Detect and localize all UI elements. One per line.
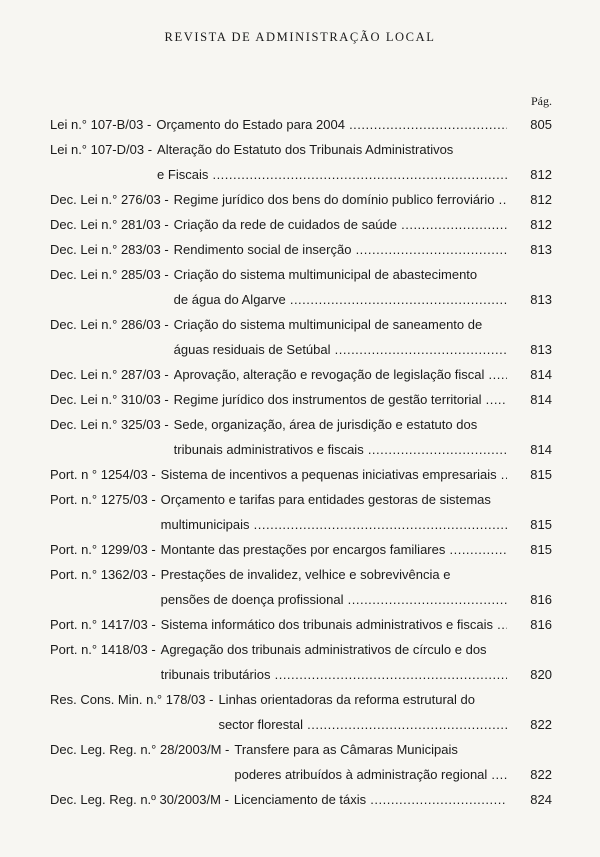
entry-reference: Dec. Lei n.° 310/03 -	[50, 392, 169, 407]
entry-line	[0, 537, 600, 562]
entry-title-text: multimunicipais .....	[161, 512, 507, 537]
entry-line	[0, 512, 600, 537]
entry-reference: Dec. Leg. Reg. n.º 30/2003/M -	[50, 792, 229, 807]
entry-line	[0, 137, 600, 162]
entry-title-text: Sede, organização, área de jurisdição e estatuto dos	[173, 417, 478, 432]
entry-line	[0, 362, 600, 387]
entry-reference: Port. n.° 1299/03 -	[50, 542, 156, 557]
toc-entry	[0, 262, 600, 312]
entry-title-text: Orçamento do Estado para 2004 .....	[156, 112, 507, 137]
entry-line	[0, 762, 600, 787]
toc-entry	[0, 362, 600, 387]
entry-reference: Dec. Lei n.° 276/03 -	[50, 192, 169, 207]
entry-title-text: pensões de doença profissional .....	[161, 587, 507, 612]
entry-line	[0, 187, 600, 212]
entry-title-text: Rendimento social de inserção .....	[174, 237, 507, 262]
toc-entry	[0, 562, 600, 612]
entry-title-text: e Fiscais .....	[157, 162, 507, 187]
entry-page-number: 813	[530, 292, 552, 307]
entry-title-text: Alteração do Estatuto dos Tribunais Administrativos	[157, 142, 454, 157]
toc-entry	[0, 787, 600, 812]
entry-reference: Port. n.° 1362/03 -	[50, 567, 156, 582]
entry-line	[0, 587, 600, 612]
toc-entry	[0, 112, 600, 137]
entry-page-number: 816	[530, 617, 552, 632]
entry-title-text: Regime jurídico dos instrumentos de gestão territorial .....	[174, 387, 507, 412]
entry-line	[0, 462, 600, 487]
entry-reference: Dec. Lei n.° 285/03 -	[50, 267, 169, 282]
page-column-label: Pág.	[531, 94, 552, 108]
entry-page-number: 815	[530, 542, 552, 557]
entry-title-text: Licenciamento de táxis .....	[234, 787, 507, 812]
entry-title-text: Sistema informático dos tribunais administrativos e fiscais .....	[161, 612, 507, 637]
entry-page-number: 822	[530, 717, 552, 732]
entry-line	[0, 637, 600, 662]
entry-line	[0, 562, 600, 587]
entry-page-number: 812	[530, 167, 552, 182]
entry-page-number: 805	[530, 117, 552, 132]
toc-entry	[0, 237, 600, 262]
entry-reference: Dec. Lei n.° 286/03 -	[50, 317, 169, 332]
entry-line	[0, 687, 600, 712]
entry-title-text: Orçamento e tarifas para entidades gestoras de sistemas	[160, 492, 491, 507]
entry-page-number: 814	[530, 392, 552, 407]
toc-entry	[0, 387, 600, 412]
toc-entry	[0, 212, 600, 237]
toc-entry	[0, 412, 600, 462]
toc-entry	[0, 462, 600, 487]
entry-line	[0, 262, 600, 287]
entry-reference: Dec. Lei n.° 283/03 -	[50, 242, 169, 257]
entry-reference: Dec. Leg. Reg. n.° 28/2003/M -	[50, 742, 230, 757]
entry-page-number: 812	[530, 192, 552, 207]
entry-title-text: Criação do sistema multimunicipal de abastecimento	[173, 267, 478, 282]
entry-page-number: 824	[530, 792, 552, 807]
entry-reference: Lei n.° 107-D/03 -	[50, 142, 153, 157]
entry-title-text: Montante das prestações por encargos familiares .....	[161, 537, 507, 562]
entry-page-number: 814	[530, 442, 552, 457]
entry-title-text: tribunais administrativos e fiscais .....	[174, 437, 507, 462]
entry-reference: Res. Cons. Min. n.° 178/03 -	[50, 692, 214, 707]
entry-title-text: tribunais tributários .....	[161, 662, 507, 687]
entry-page-number: 822	[530, 767, 552, 782]
entry-line	[0, 312, 600, 337]
entry-line	[0, 212, 600, 237]
toc-entry	[0, 137, 600, 187]
toc-entry	[0, 637, 600, 687]
toc-entry	[0, 612, 600, 637]
entry-title-text: Sistema de incentivos a pequenas iniciativas empresariais .....	[161, 462, 507, 487]
entry-title-text: Criação da rede de cuidados de saúde .....	[174, 212, 507, 237]
entry-title-text: sector florestal .....	[218, 712, 507, 737]
entry-title-text: Criação do sistema multimunicipal de saneamento de	[173, 317, 483, 332]
entry-reference: Port. n.° 1275/03 -	[50, 492, 156, 507]
entry-page-number: 813	[530, 342, 552, 357]
toc-entry	[0, 737, 600, 787]
entry-title-text: de água do Algarve .....	[174, 287, 507, 312]
running-head: REVISTA DE ADMINISTRAÇÃO LOCAL	[164, 30, 436, 44]
entry-title-text: poderes atribuídos à administração regional .....	[234, 762, 507, 787]
entry-title-text: Transfere para as Câmaras Municipais	[234, 742, 458, 757]
entry-reference: Dec. Lei n.° 325/03 -	[50, 417, 169, 432]
entry-line	[0, 737, 600, 762]
entry-page-number: 814	[530, 367, 552, 382]
entry-line	[0, 487, 600, 512]
entry-page-number: 812	[530, 217, 552, 232]
entry-title-text: Linhas orientadoras da reforma estrutural do	[218, 692, 475, 707]
entry-title-text: Aprovação, alteração e revogação de legislação fiscal .....	[174, 362, 507, 387]
entry-line	[0, 612, 600, 637]
entry-line	[0, 337, 600, 362]
entry-line	[0, 287, 600, 312]
entry-title-text: Prestações de invalidez, velhice e sobrevivência e	[160, 567, 451, 582]
entry-line	[0, 437, 600, 462]
entry-title-text: Agregação dos tribunais administrativos de círculo e dos	[160, 642, 487, 657]
entry-line	[0, 162, 600, 187]
entry-reference: Lei n.° 107-B/03 -	[50, 117, 152, 132]
entry-title-text: águas residuais de Setúbal .....	[174, 337, 507, 362]
table-of-contents	[0, 112, 600, 812]
toc-entry	[0, 187, 600, 212]
toc-entry	[0, 312, 600, 362]
entry-line	[0, 412, 600, 437]
entry-line	[0, 112, 600, 137]
entry-line	[0, 387, 600, 412]
entry-page-number: 813	[530, 242, 552, 257]
entry-line	[0, 237, 600, 262]
toc-entry	[0, 487, 600, 537]
entry-page-number: 815	[530, 467, 552, 482]
entry-reference: Port. n ° 1254/03 -	[50, 467, 156, 482]
entry-reference: Dec. Lei n.° 287/03 -	[50, 367, 169, 382]
toc-entry	[0, 537, 600, 562]
entry-line	[0, 712, 600, 737]
entry-line	[0, 787, 600, 812]
entry-page-number: 816	[530, 592, 552, 607]
entry-reference: Port. n.° 1418/03 -	[50, 642, 156, 657]
entry-title-text: Regime jurídico dos bens do domínio publico ferroviário .....	[174, 187, 507, 212]
entry-page-number: 815	[530, 517, 552, 532]
entry-reference: Dec. Lei n.° 281/03 -	[50, 217, 169, 232]
entry-line	[0, 662, 600, 687]
entry-page-number: 820	[530, 667, 552, 682]
entry-reference: Port. n.° 1417/03 -	[50, 617, 156, 632]
toc-entry	[0, 687, 600, 737]
